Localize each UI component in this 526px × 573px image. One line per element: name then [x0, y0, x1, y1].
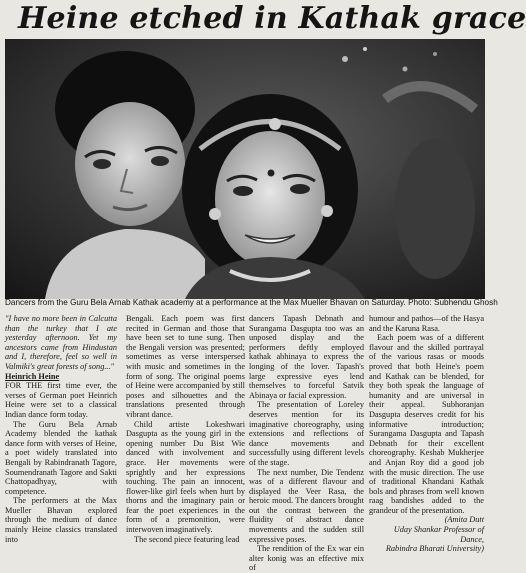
article-paragraph: The next number, Die Tendenz was of a different flavour and displayed the Veer Rasa, the heroic mood. The dancers brought out the contrast between the fluidity of abstract dance movements and the sudden still expressive poses. — [249, 467, 364, 544]
epigraph-quote: "I have no more been in Calcutta than the turkey that I ate yesterday afternoon. Yet my ancestors came from Hindustan and I, therefore, feel so well in Valmiki's great forests of song..." — [5, 314, 117, 371]
reviewer-institution: Rabindra Bharati University) — [385, 544, 484, 554]
photo-two-kathak-dancers-icon — [5, 39, 485, 299]
photo-caption: Dancers from the Guru Bela Arnab Kathak academy at a performance at the Max Mueller Bhavan on Saturday. Photo: Subhendu Ghosh — [5, 298, 498, 307]
reviewer-title: Uday Shankar Professor of Dance, — [393, 525, 484, 544]
article-paragraph: dancers Tapash Debnath and Surangama Dasgupta too was an unposed display and the performers deftly employed kathak abhinaya to express the longing of the lover. Tapash's large expressive eyes lend themselves to forceful Satvik Abinaya or facial expression. — [249, 314, 364, 400]
article-paragraph: The Guru Bela Arnab Academy blended the kathak dance form with verses of Heine, a poet widely translated into Bengali by Rabindranath Tagore, Soumendranath Tagore and Sakti Chattopadhyay, with competence. — [5, 419, 117, 496]
article-paragraph: The presentation of Loreley deserves mention for its imaginative choreography, using extensions and reflections of dance movements and successfully using different levels of the stage. — [249, 400, 364, 467]
article-paragraph: The rendition of the Ex war ein alter konig was an effective mix of — [249, 544, 364, 573]
article-column-1 — [5, 314, 117, 544]
article-column-2 — [126, 314, 245, 544]
article-paragraph: The second piece featuring lead — [134, 534, 240, 544]
dancers-photo — [5, 39, 485, 299]
article-column-3 — [249, 314, 364, 573]
article-paragraph: Each poem was of a different flavour and the skilled portrayal of the various rasas or moods proved that both Heine's poem and Kathak can be blended, for they both speak the language of humanity and are universal in their appeal. Subhoranjan Dasgupta deserves credit for his informative introduction; Surangama Dasgupta and Tapash Debnath for their excellent choreography. Keshab Mukherjee and Anjan Roy did a good job with the music direction. The use of traditional Khandani Kathak bols and phrases from well known raag bandishes added to the grandeur of the presentation. — [369, 333, 484, 515]
article-paragraph: Child artiste Lokeshwari Dasgupta as the young girl in the opening number Du Bist Wie danced with involvement and grace. Her movements were sprightly and her expressions touching. The pain an innocent, flower-like girl feels when hurt by thorns and the imaginary pain or fear the poet experiences in the form of a premonition, were interwoven imaginatively. — [126, 419, 245, 535]
headline: Heine etched in Kathak grace — [18, 1, 526, 36]
reviewer-signature: (Amita Dutt — [444, 515, 484, 525]
article-paragraph: Bengali. Each poem was first recited in German and those that have been set to tune sung. Then the Bengali version was presented; sometimes as verse interspersed with music and sometimes in the form of song. The original poems of Heine were accompanied by still poses and silhouettes and the translations presented through vibrant dance. — [126, 314, 245, 419]
epigraph-author: Heinrich Heine — [5, 371, 60, 381]
article-column-4 — [369, 314, 484, 554]
article-paragraph: humour and pathos—of the Hasya and the Karuna Rasa. — [369, 314, 484, 333]
article-paragraph: The performers at the Max Mueller Bhavan explored through the medium of dance mainly Heine classics translated into — [5, 496, 117, 544]
article-paragraph: FOR THE first time ever, the verses of German poet Heinrich Heine were set to a classical Indian dance form today. — [5, 381, 117, 419]
